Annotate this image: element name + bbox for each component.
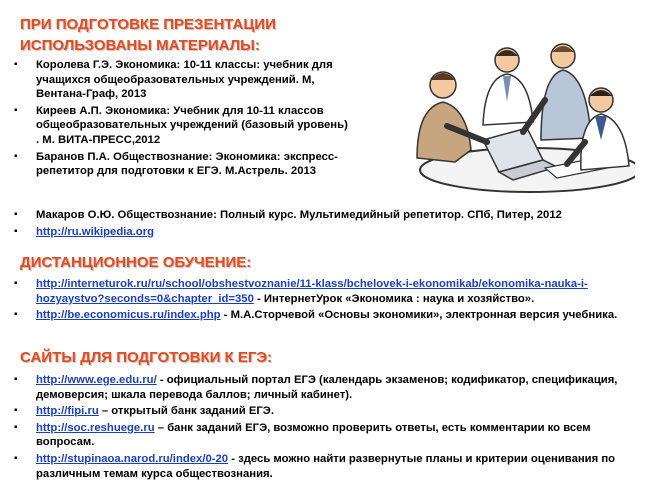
list-item: [10, 308, 630, 323]
heading-distance-learning: ДИСТАНЦИОННОЕ ОБУЧЕНИЕ:: [20, 254, 252, 271]
list-item: [10, 452, 630, 481]
fipi-link[interactable]: http://fipi.ru: [36, 405, 99, 418]
business-team-laptop-illustration: [395, 30, 635, 205]
list-item: [10, 150, 350, 179]
list-item: [10, 104, 350, 148]
material-text: Баранов П.А. Обществознание: Экономика: экспресс-репетитор для подготовки к ЕГЭ. М.Астрель. 2013: [36, 150, 338, 178]
list-item: [10, 277, 630, 306]
list-item: [10, 421, 630, 450]
list-item: [10, 225, 640, 240]
heading-materials-line2: ИСПОЛЬЗОВАНЫ МАТЕРИАЛЫ:: [20, 37, 260, 54]
ege-edu-link[interactable]: http://www.ege.edu.ru/: [36, 374, 157, 386]
list-item: [10, 208, 640, 223]
list-item: [10, 404, 630, 419]
site-item-text: - официальный портал ЕГЭ (календарь экзаменов; кодификатор, спецификация, демоверсия; шкала перевода баллов; личный кабинет).: [36, 374, 618, 401]
ege-sites-list: [10, 373, 630, 483]
materials-list-top: [10, 58, 350, 181]
distance-item-text: - М.А.Сторчевой «Основы экономики», электронная версия учебника.: [220, 309, 618, 322]
list-item: [10, 373, 630, 402]
site-item-text: - здесь можно найти развернутые планы и критерии оценивания по различным темам курса обществознания.: [36, 452, 616, 480]
distance-item-text: - ИнтернетУрок «Экономика : наука и хозяйство».: [253, 292, 535, 305]
interneturok-link[interactable]: http://interneturok.ru/ru/school/obshestvoznanie/11-klass/bchelovek-i-ekonomikab/ekonomika-nauka-i-hozyaystvo?seconds=0&chapter_id=350: [36, 278, 588, 305]
distance-list: [10, 277, 630, 325]
economicus-link[interactable]: http://be.economicus.ru/index.php: [36, 309, 221, 322]
site-item-text: – открытый банк заданий ЕГЭ.: [98, 405, 274, 418]
wikipedia-link[interactable]: http://ru.wikipedia.org: [36, 225, 154, 238]
reshuege-link[interactable]: http://soc.reshuege.ru: [36, 421, 155, 434]
heading-materials-line1: ПРИ ПОДГОТОВКЕ ПРЕЗЕНТАЦИИ: [20, 16, 276, 33]
material-text: Макаров О.Ю. Обществознание: Полный курс. Мультимедийный репетитор. СПб, Питер, 2012: [36, 209, 562, 221]
site-item-text: – банк заданий ЕГЭ, возможно проверить ответы, есть комментарии ко всем вопросам.: [36, 421, 591, 449]
material-text: Киреев А.П. Экономика: Учебник для 10-11 классов общеобразовательных учреждений (базовый уровень) . М. ВИТА-ПРЕСС,2012: [36, 104, 348, 146]
material-text: Королева Г.Э. Экономика: 10-11 классы: учебник для учащихся общеобразовательных учреждений. М, Вентана-Граф, 2013: [36, 59, 333, 101]
materials-list-bottom: [10, 208, 640, 241]
heading-ege-sites: САЙТЫ ДЛЯ ПОДГОТОВКИ К ЕГЭ:: [20, 349, 273, 366]
list-item: [10, 58, 350, 102]
stupinaoa-link[interactable]: http://stupinaoa.narod.ru/index/0-20: [36, 452, 229, 465]
